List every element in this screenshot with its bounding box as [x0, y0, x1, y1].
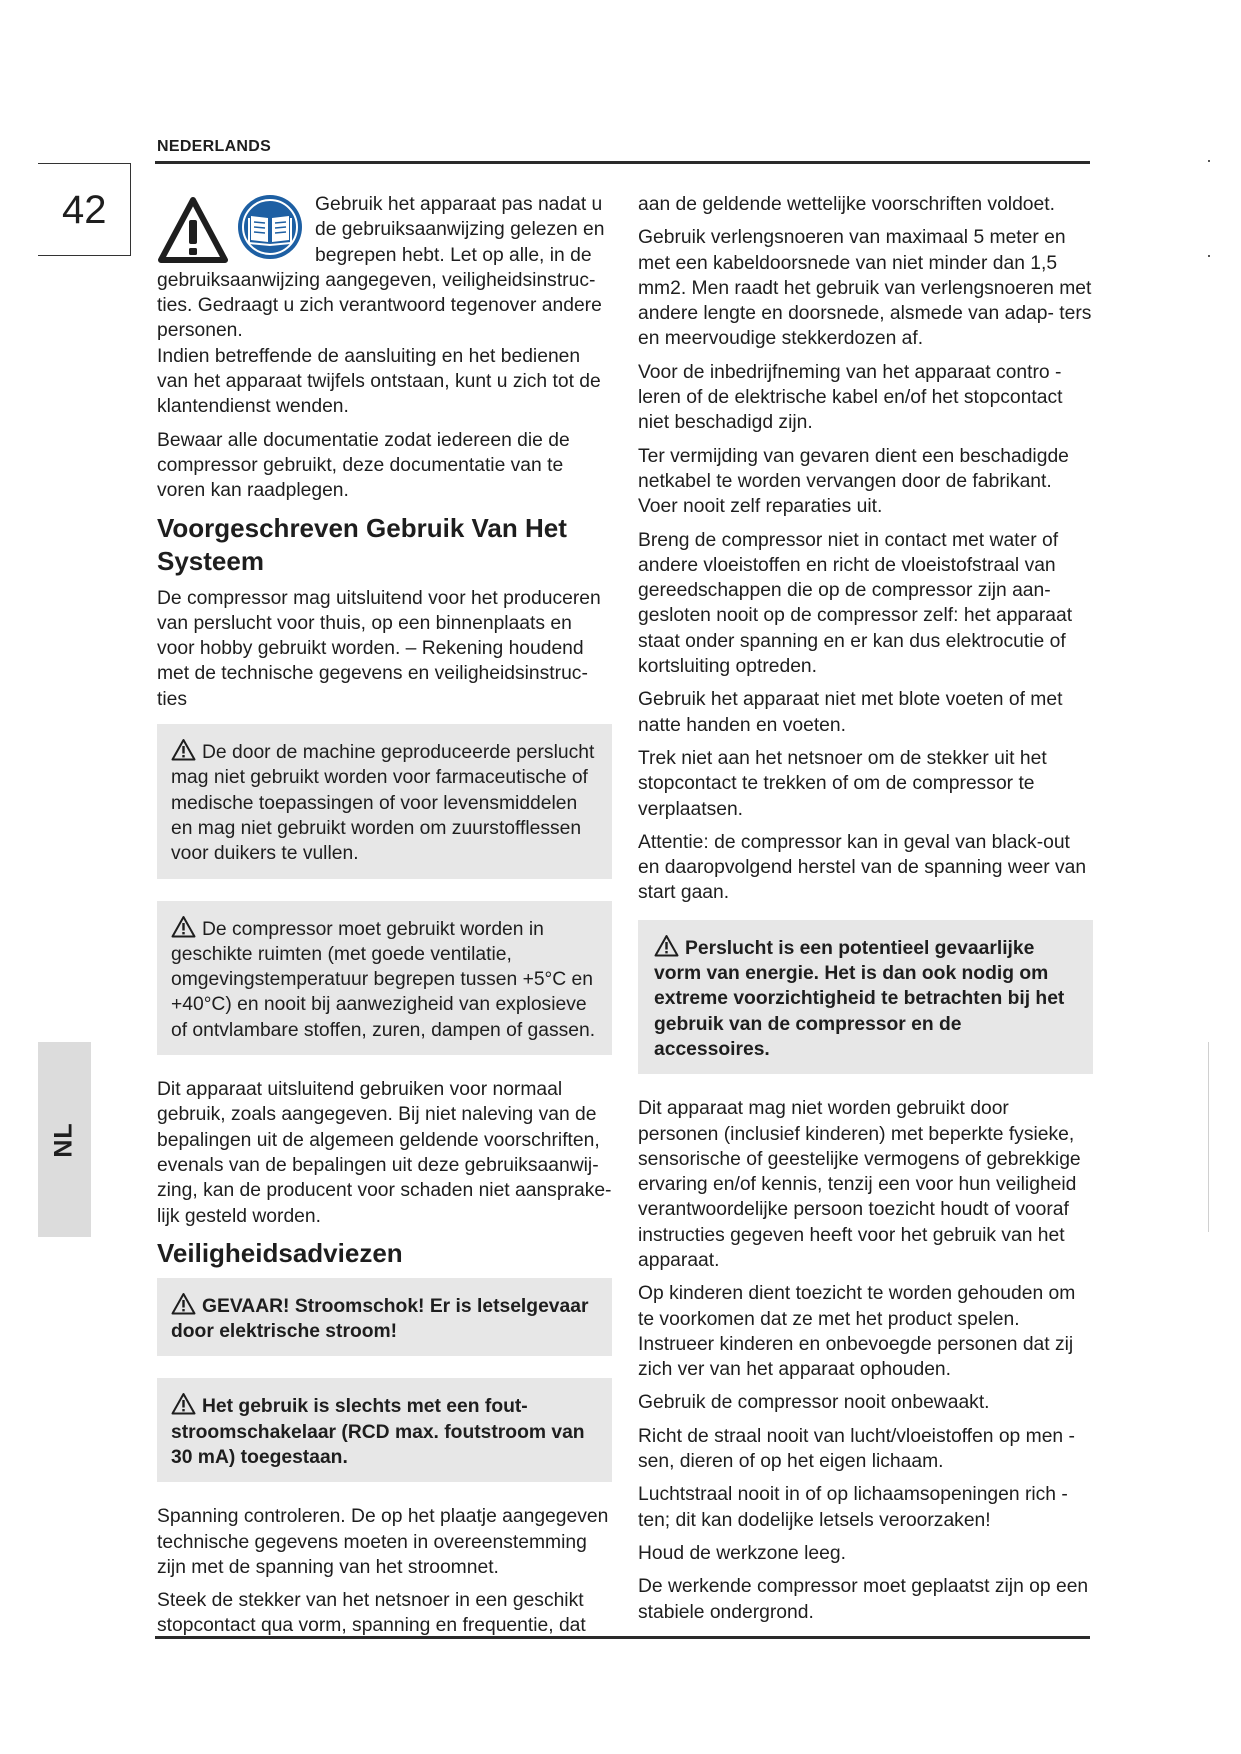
- right-paragraph-1: aan de geldende wettelijke voorschriften voldoet.: [638, 194, 1055, 215]
- warning-triangle-icon: [171, 1392, 196, 1415]
- section-language-header: NEDERLANDS: [157, 138, 272, 155]
- right-paragraph-3: Voor de inbedrijfneming van het apparaat contro - leren of de elektrische kabel en/of het stopcontact niet beschadigd zijn.: [638, 361, 1063, 434]
- scan-edge-line: [1208, 1042, 1209, 1232]
- danger-box-electric-shock: [157, 1278, 612, 1357]
- warning-triangle-icon: [171, 915, 196, 938]
- heading-safety-advice: Veiligheidsadviezen: [157, 1237, 403, 1268]
- right-paragraph-2: Gebruik verlengsnoeren van maximaal 5 meter en met een kabeldoorsnede van niet minder dan 1,5 mm2. Men raadt het gebruik van verlengsnoeren met andere lengte en doorsnede, alsmede van adap- ters en meervoudige stekkerdozen af.: [638, 227, 1092, 350]
- warning-box-compressed-air: [638, 920, 1093, 1074]
- footer-rule: [155, 1636, 1090, 1639]
- intro-block: [157, 192, 612, 344]
- right-paragraph-14: Houd de werkzone leeg.: [638, 1542, 846, 1564]
- warning-triangle-icon: [171, 738, 196, 761]
- warning-box-environment-text: De compressor moet gebruikt worden in geschikte ruimten (met goede ventilatie, omgevingstemperatuur begrepen tussen +5°C en +40°C) en nooit bij aanwezigheid van explosieve of ontvlambare stoffen, zuren, dampen of gassen.: [171, 918, 596, 1041]
- left-column: [157, 192, 612, 1647]
- warning-triangle-icon: [654, 934, 679, 957]
- right-paragraph-9: Dit apparaat mag niet worden gebruikt door personen (inclusief kinderen) met beperkte fysieke, sensorische of geestelijke vermogens of gebrekkige ervaring en/of kennis, tenzij een voor hun veiligheid verantwoordelijke persoon toezicht houdt of vooraf instructies gegeven heeft voor het gebruik van het apparaat.: [638, 1098, 1081, 1271]
- scan-mark: [1208, 160, 1210, 162]
- warning-triangle-icon: [171, 1292, 196, 1315]
- intro-text: Gebruik het apparaat pas nadat u de gebruiksaanwijzing gelezen en begrepen hebt. Let op alle, in de gebruiksaanwijzing aangegeven, veiligheidsinstruc- ties. Gedraagt u zich verantwoord tegenover andere personen.: [157, 194, 605, 342]
- right-paragraph-4: Ter vermijding van gevaren dient een beschadigde netkabel te worden vervangen door de fabrikant. Voer nooit zelf reparaties uit.: [638, 445, 1069, 518]
- right-paragraph-10: Op kinderen dient toezicht te worden gehouden om te voorkomen dat ze met het product spelen. Instrueer kinderen en onbevoegde personen dat zij zich ver van het apparaat ophouden.: [638, 1283, 1076, 1381]
- warning-box-pharma-text: De door de machine geproduceerde perslucht mag niet gebruikt worden voor farmaceutische of medische toepassingen of voor levensmiddelen en mag niet gebruikt worden om zuurstofflessen voor duikers te vullen.: [171, 742, 595, 865]
- intro-text-2: Indien betreffende de aansluiting en het bedienen van het apparaat twijfels ontstaan, kunt u zich tot de klantendienst wenden.: [157, 345, 601, 418]
- warning-box-compressed-air-text: Perslucht is een potentieel gevaarlijke vorm van energie. Het is dan ook nodig om extreme voorzichtigheid te betrachten bij het gebruik van de compressor en de accessoires.: [654, 937, 1065, 1060]
- right-paragraph-12: Richt de straal nooit van lucht/vloeistoffen op men - sen, dieren of op het eigen lichaam.: [638, 1425, 1075, 1473]
- voltage-check-text: Spanning controleren. De op het plaatje aangegeven technische gegevens moeten in overeenstemming zijn met de spanning van het stroomnet.: [157, 1506, 609, 1578]
- read-manual-book-icon: [237, 194, 303, 260]
- scan-mark: [1208, 255, 1210, 257]
- right-paragraph-7: Trek niet aan het netsnoer om de stekker uit het stopcontact te trekken of om de compressor te verplaatsen.: [638, 747, 1047, 820]
- page-number: 42: [62, 188, 107, 232]
- normal-use-text: Dit apparaat uitsluitend gebruiken voor normaal gebruik, zoals aangegeven. Bij niet naleving van de bepalingen uit de algemeen geldende voorschriften, evenals van de bepalingen uit deze gebruiksaanwij- zing, kan de producent voor schaden niet aansprake- lijk gesteld worden.: [157, 1079, 612, 1227]
- heading-intended-use: Voorgeschreven Gebruik Van Het Systeem: [157, 512, 567, 576]
- right-paragraph-15: De werkende compressor moet geplaatst zijn op een stabiele ondergrond.: [638, 1576, 1089, 1623]
- danger-box-electric-shock-text: GEVAAR! Stroomschok! Er is letselgevaar door elektrische stroom!: [171, 1295, 589, 1343]
- language-side-tab-label: NL: [49, 1122, 78, 1158]
- plug-text: Steek de stekker van het netsnoer in een geschikt stopcontact qua vorm, spanning en frequentie, dat: [157, 1590, 586, 1637]
- warning-box-rcd: [157, 1378, 612, 1482]
- right-paragraph-6: Gebruik het apparaat niet met blote voeten of met natte handen en voeten.: [638, 689, 1063, 736]
- right-paragraph-8: Attentie: de compressor kan in geval van black-out en daaropvolgend herstel van de spanning weer van start gaan.: [638, 831, 1087, 904]
- warning-triangle-icon: [157, 194, 229, 266]
- header-rule: [155, 161, 1090, 164]
- warning-box-environment: [157, 901, 612, 1055]
- right-paragraph-13: Luchtstraal nooit in of op lichaamsopeningen rich - ten; dit kan dodelijke letsels veroorzaken!: [638, 1484, 1068, 1531]
- intro-text-3: Bewaar alle documentatie zodat iedereen die de compressor gebruikt, deze documentatie van te voren kan raadplegen.: [157, 429, 570, 502]
- intended-use-text: De compressor mag uitsluitend voor het produceren van perslucht voor thuis, op een binnenplaats en voor hobby gebruikt worden. – Rekening houdend met de technische gegevens en veiligheidsinstruc- ties: [157, 587, 601, 710]
- right-paragraph-11: Gebruik de compressor nooit onbewaakt.: [638, 1392, 990, 1414]
- warning-box-pharma: [157, 724, 612, 878]
- right-paragraph-5: Breng de compressor niet in contact met water of andere vloeistoffen en richt de vloeistofstraal van gereedschappen die op de compressor zijn aan- gesloten nooit op de compressor zelf: het apparaat staat onder spanning en er kan dus elektrocutie of kortsluiting optreden.: [638, 529, 1073, 678]
- warning-box-rcd-text: Het gebruik is slechts met een fout- stroomschakelaar (RCD max. foutstroom van 30 mA) toegestaan.: [171, 1396, 585, 1468]
- right-column: [638, 192, 1093, 1633]
